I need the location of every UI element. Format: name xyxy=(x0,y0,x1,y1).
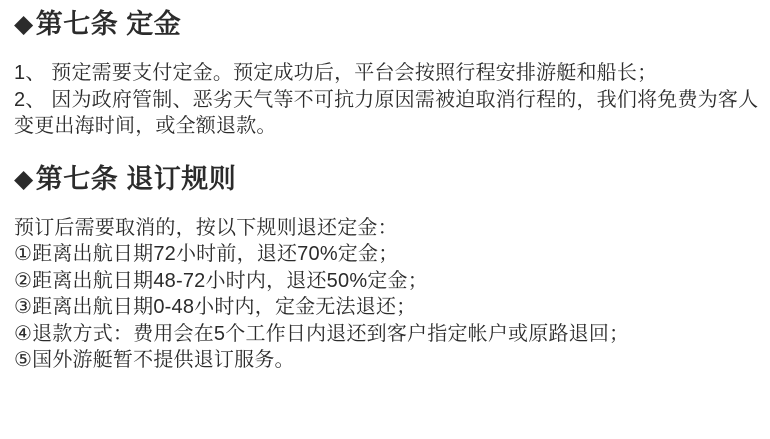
section-deposit-heading xyxy=(14,6,756,43)
section-deposit-title: 第七条 定金 xyxy=(35,9,182,39)
section-cancellation-title: 第七条 退订规则 xyxy=(35,163,237,194)
cancellation-rule-line: ③距离出航日期0-48小时内，定金无法退还； xyxy=(14,296,417,318)
cancellation-rule-line: ⑤国外游艇暂不提供退订服务。 xyxy=(14,349,295,371)
section-cancellation-heading xyxy=(14,161,756,198)
cancellation-rule-line: ①距离出航日期72小时前，退还70%定金； xyxy=(14,243,399,265)
section-deposit xyxy=(14,6,759,140)
diamond-bullet-icon: ◆ xyxy=(14,10,34,38)
section-deposit-body xyxy=(14,60,759,140)
deposit-rule-line: 2、 因为政府管制、恶劣天气等不可抗力原因需被迫取消行程的，我们将免费为客人 xyxy=(14,88,759,111)
cancellation-rule-line: ④退款方式：费用会在5个工作日内退还到客户指定帐户或原路退回； xyxy=(14,322,630,345)
cancellation-rule-line: ②距离出航日期48-72小时内，退还50%定金； xyxy=(14,269,428,292)
section-cancellation-body xyxy=(14,215,756,374)
diamond-bullet-icon: ◆ xyxy=(14,164,34,193)
deposit-rule-line: 1、 预定需要支付定金。预定成功后，平台会按照行程安排游艇和船长； xyxy=(14,62,658,84)
deposit-rule-line: 变更出海时间，或全额退款。 xyxy=(14,115,277,137)
cancellation-rule-line: 预订后需要取消的，按以下规则退还定金： xyxy=(14,216,398,239)
section-cancellation xyxy=(14,161,756,374)
